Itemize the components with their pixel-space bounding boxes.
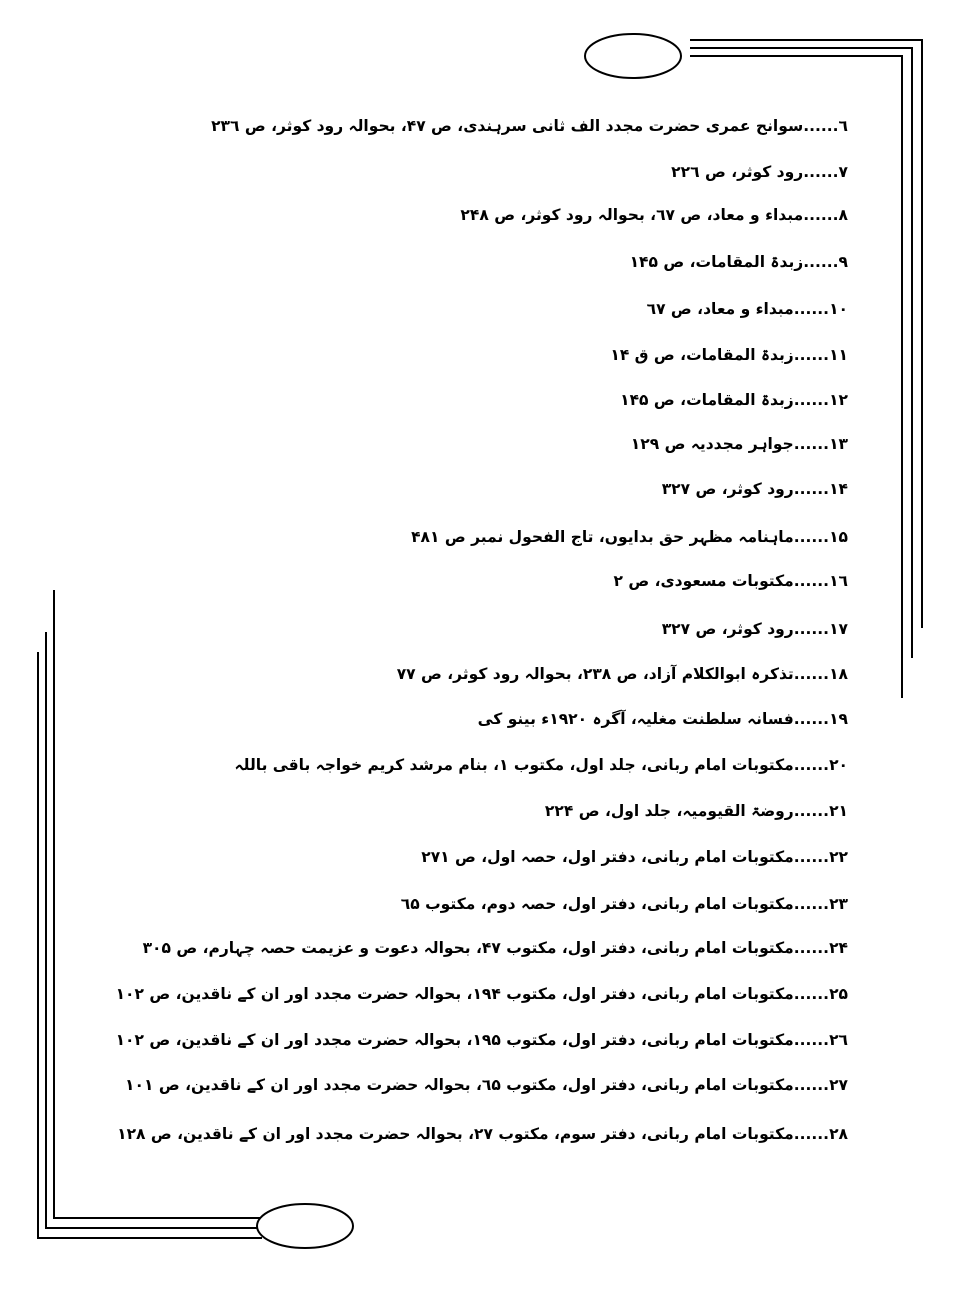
footnote-leader: ...... (793, 480, 830, 498)
footnote-text: مکتوبات امام ربانی، دفتر سوم، مکتوب ۲۷، بحوالہ حضرت مجدد اور ان کے ناقدین، ص ۱۲۸ (117, 1125, 794, 1143)
footnote-item (662, 612, 848, 646)
footnote-number: ۱۹ (829, 710, 848, 728)
footnote-item (620, 383, 848, 417)
footnote-item (143, 931, 848, 965)
footnote-leader: ...... (793, 346, 830, 364)
footnote-text: زبدۃ المقامات، ص ق ۱۴ (610, 346, 794, 364)
footnote-text: رود کوثر، ص ۲۲٦ (671, 163, 804, 181)
footnote-number: ۱۸ (829, 665, 848, 683)
footnote-text: مکتوبات امام ربانی، دفتر اول، مکتوب ۱۹۴، بحوالہ حضرت مجدد اور ان کے ناقدین، ص ۱۰۲ (115, 985, 794, 1003)
footnote-item (411, 520, 848, 554)
footnote-text: زبدۃ المقامات، ص ۱۴۵ (620, 391, 794, 409)
footnote-text: مکتوبات مسعودی، ص ۲ (613, 572, 794, 590)
footnote-number: ۱٦ (829, 572, 848, 590)
footnote-leader: ...... (793, 528, 830, 546)
footnote-item (235, 748, 848, 782)
footnote-number: ۲۱ (829, 802, 848, 820)
footnote-leader: ...... (793, 1125, 830, 1143)
footnote-number: ٦ (838, 117, 848, 135)
footnote-item (671, 155, 848, 189)
footnote-text: رود کوثر، ص ۳۲۷ (661, 620, 794, 638)
footnote-text: روضۃ القیومیہ، جلد اول، ص ۲۲۴ (544, 802, 794, 820)
footnote-item (478, 702, 848, 736)
footnote-leader: ...... (793, 985, 830, 1003)
footnote-leader: ...... (793, 435, 830, 453)
footnote-text: ماہنامہ مظہر حق بدایوں، تاج الفحول نمبر ص ۴۸۱ (411, 528, 794, 546)
footnote-leader: ...... (803, 163, 839, 181)
footnote-text: مکتوبات امام ربانی، جلد اول، مکتوب ۱، بنام مرشد کریم خواجہ باقی باللہ (234, 756, 794, 774)
footnote-number: ۲۸ (829, 1125, 848, 1143)
footnote-leader: ...... (793, 300, 830, 318)
footnote-leader: ...... (793, 756, 830, 774)
footnote-number: ۸ (838, 206, 848, 224)
footnote-item (211, 109, 848, 143)
footnote-text: تذکرہ ابوالکلام آزاد، ص ۲۳۸، بحوالہ رود کوثر، ص ۷۷ (396, 665, 794, 683)
footnote-leader: ...... (793, 391, 830, 409)
footnote-number: ۱۰ (829, 300, 848, 318)
footnote-item (117, 1117, 848, 1151)
footnote-leader: ...... (793, 802, 830, 820)
footnote-leader: ...... (803, 117, 839, 135)
footnote-item (116, 977, 848, 1011)
footnote-number: ۲۷ (829, 1076, 848, 1094)
footnote-text: مکتوبات امام ربانی، دفتر اول، حصہ دوم، مکتوب ٦۵ (400, 895, 794, 913)
footnote-number: ۱۱ (829, 346, 848, 364)
footnote-number: ۲۴ (829, 939, 848, 957)
footnote-number: ۱۵ (829, 528, 848, 546)
footnote-number: ۹ (838, 253, 848, 271)
footnote-item (460, 198, 848, 232)
footnote-text: سوانح عمری حضرت مجدد الف ثانی سرہندی، ص ۴۷، بحوالہ رود کوثر، ص ۲۳٦ (211, 117, 804, 135)
footnote-leader: ...... (793, 848, 830, 866)
footnote-leader: ...... (793, 572, 830, 590)
footnote-number: ۲٦ (829, 1031, 848, 1049)
footnote-leader: ...... (803, 253, 839, 271)
footnote-leader: ...... (793, 895, 830, 913)
footnote-leader: ...... (793, 939, 830, 957)
footnote-text: زبدۃ المقامات، ص ۱۴۵ (629, 253, 804, 271)
footnote-item (421, 840, 848, 874)
footnote-item (610, 338, 848, 372)
footnote-item (116, 1023, 848, 1057)
footnote-number: ۲۰ (829, 756, 848, 774)
footnote-number: ۱۳ (829, 435, 848, 453)
footnote-number: ۲۳ (829, 895, 848, 913)
footnote-text: جواہر مجددیہ ص ۱۲۹ (630, 435, 794, 453)
footnote-number: ۱۴ (829, 480, 848, 498)
footnote-leader: ...... (793, 665, 830, 683)
footnote-item (662, 472, 848, 506)
footnote-number: ۷ (838, 163, 848, 181)
footnote-item (125, 1068, 848, 1102)
footnote-leader: ...... (793, 1076, 830, 1094)
footnote-leader: ...... (793, 1031, 830, 1049)
footnote-text: مبداء و معاد، ص ٦۷ (646, 300, 794, 318)
footnote-text: مکتوبات امام ربانی، دفتر اول، مکتوب ٦۵، بحوالہ حضرت مجدد اور ان کے ناقدین، ص ۱۰۱ (125, 1076, 794, 1094)
footnote-text: مکتوبات امام ربانی، دفتر اول، حصہ اول، ص ۲۷۱ (421, 848, 794, 866)
footnote-number: ۱۷ (829, 620, 848, 638)
footnote-item (545, 794, 848, 828)
footnote-text: فسانہ سلطنت مغلیہ، آگرہ ۱۹۲۰ء بینو کی (477, 710, 794, 728)
footnote-item (631, 427, 848, 461)
footnote-item (613, 564, 848, 598)
footnote-leader: ...... (793, 620, 830, 638)
footnote-text: مکتوبات امام ربانی، دفتر اول، مکتوب ۱۹۵، بحوالہ حضرت مجدد اور ان کے ناقدین، ص ۱۰۲ (115, 1031, 794, 1049)
footnote-item (401, 887, 848, 921)
footnote-item (397, 657, 848, 691)
footnote-item (630, 245, 848, 279)
footnote-text: رود کوثر، ص ۳۲۷ (661, 480, 794, 498)
footnote-text: مبداء و معاد، ص ٦۷، بحوالہ رود کوثر، ص ۲۴۸ (460, 206, 804, 224)
footnote-number: ۱۲ (829, 391, 848, 409)
footnote-number: ۲۲ (829, 848, 848, 866)
footnote-text: مکتوبات امام ربانی، دفتر اول، مکتوب ۴۷، بحوالہ دعوت و عزیمت حصہ چہارم، ص ۳۰۵ (142, 939, 794, 957)
footnote-leader: ...... (803, 206, 839, 224)
footnote-item (647, 292, 848, 326)
footnote-leader: ...... (793, 710, 830, 728)
footnote-number: ۲۵ (829, 985, 848, 1003)
